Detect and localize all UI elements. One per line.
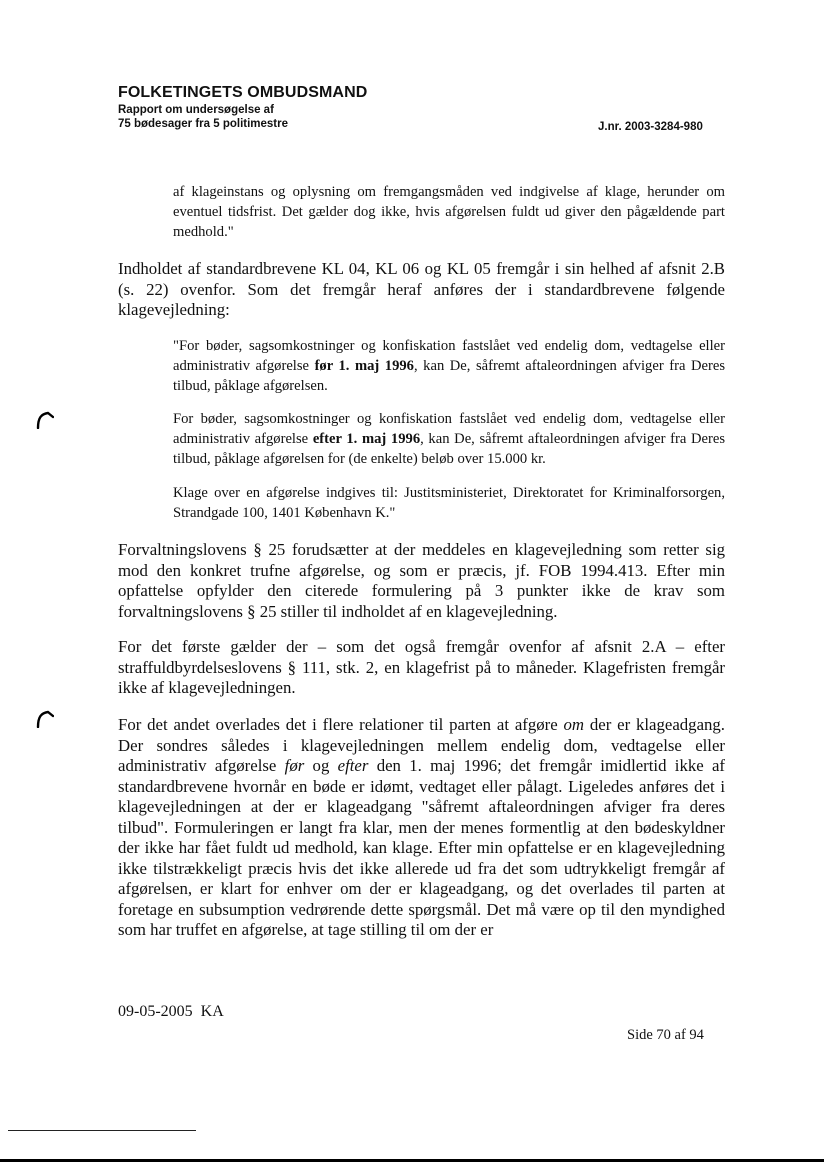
quote-continuation: af klageinstans og oplysning om fremgangsmåden ved indgivelse af klage, herunder om eventuel tidsfrist. Det gælder dog ikke, hvis afgørelsen fuldt ud giver den pågældende part medhold." [173, 184, 725, 240]
paragraph-andet-italic-om: om [563, 715, 585, 734]
paragraph-andet-text-3: og [304, 756, 338, 775]
paragraph-andet-text-1: For det andet overlades det i flere relationer til parten at afgøre [118, 715, 564, 734]
margin-mark-icon [34, 409, 54, 429]
footer-date-initials: 09-05-2005 KA [118, 1003, 224, 1020]
footer-page-number: Side 70 af 94 [627, 1027, 704, 1043]
paragraph-standardbreve: Indholdet af standardbrevene KL 04, KL 06 og KL 05 fremgår i sin helhed af afsnit 2.B (s. 22) ovenfor. Som det fremgår heraf anføres der i standardbrevene følgende klagevejledning: [118, 259, 725, 319]
paragraph-foerste: For det første gælder der – som det også fremgår ovenfor af afsnit 2.A – efter straffuldbyrdelseslovens § 111, stk. 2, en klagefrist på to måneder. Klagefristen fremgår ikke af klagevejledningen. [118, 637, 725, 697]
quote-1-bold-date: før 1. maj 1996 [314, 358, 414, 374]
report-subtitle-line1: Rapport om undersøgelse af [118, 104, 274, 116]
paragraph-forvaltningslov: Forvaltningslovens § 25 forudsætter at der meddeles en klagevejledning som retter sig mod den konkret trufne afgørelse, og som er præcis, jf. FOB 1994.413. Efter min opfattelse opfylder den citerede formulering på 3 punkter ikke de krav som forvaltningslovens § 25 stiller til indholdet af en klagevejledning. [118, 540, 725, 621]
quote-1-text-pre: "For bøder, sagsomkostninger og konfiskation fastslået ved endelig dom, vedtagelse eller administrativ afgørelse [173, 338, 725, 374]
report-subtitle-line2: 75 bødesager fra 5 politimestre [118, 118, 289, 130]
quote-2-text-pre: For bøder, sagsomkostninger og konfiskation fastslået ved endelig dom, vedtagelse eller administrativ afgørelse [173, 411, 725, 447]
quote-2-bold-date: efter 1. maj 1996 [312, 431, 421, 447]
paragraph-andet-text-2: der er klageadgang. Der sondres således i klagevejledningen mellem endelig dom, vedtagelse eller administrativ afgørelse [118, 715, 725, 775]
quote-block-2 [173, 409, 725, 469]
quote-block-3: Klage over en afgørelse indgives til: Justitsministeriet, Direktoratet for Kriminalforsorgen, Strandgade 100, 1401 København K." [173, 485, 725, 521]
quote-2-text-post: , kan De, såfremt aftaleordningen afviger fra Deres tilbud, påklage afgørelsen for (de enkelte) beløb over 15.000 kr. [173, 431, 725, 467]
paragraph-andet-text-4: den 1. maj 1996; det fremgår imidlertid ikke af standardbrevene hvornår en bøde er idømt, vedtaget eller pålagt. Ligeledes anføres det i klagevejledningen at der er klageadgang "såfremt aftaleordningen afviger fra deres tilbud". Formuleringen er langt fra klar, men der menes formentlig at den bødeskyldner der ikke har fået fuldt ud medhold, kan klage. Efter min opfattelse er en klagevejledning ikke tilstrækkeligt præcis hvis det ikke allerede ud fra det som udtrykkeligt fremgår af afgørelsen, er klart for enhver om der er klageadgang, og det overlades til parten at foretage en subsumption vedrørende dette spørgsmål. Det må være op til den myndighed som har truffet en afgørelse, at tage stilling til om der er [118, 756, 726, 939]
quote-block-1 [173, 336, 725, 396]
page-bottom-rule [0, 1159, 824, 1162]
paragraph-andet-italic-foer: før [284, 756, 305, 775]
document-header-title: FOLKETINGETS OMBUDSMAND [118, 84, 368, 101]
quote-1-text-post: , kan De, såfremt aftaleordningen afviger fra Deres tilbud, påklage afgørelsen. [173, 358, 725, 394]
journal-number: J.nr. 2003-3284-980 [598, 121, 703, 133]
paragraph-andet-italic-efter: efter [337, 756, 369, 775]
paragraph-andet [118, 715, 725, 941]
margin-mark-icon [34, 708, 54, 728]
footer-short-rule [8, 1130, 196, 1131]
